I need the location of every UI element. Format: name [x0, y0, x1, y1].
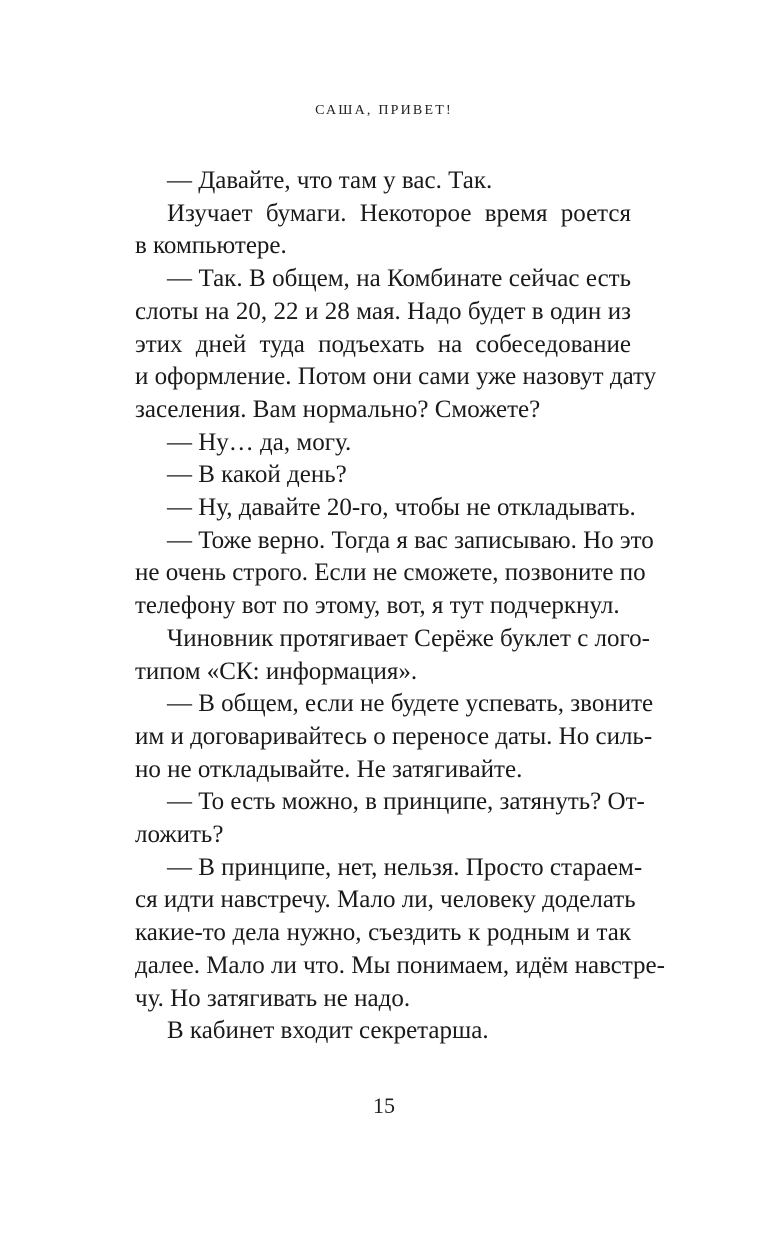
text-line: ложить? [135, 821, 224, 849]
text-line: какие-то дела нужно, съездить к родным и так [135, 919, 631, 947]
text-line: не очень строго. Если не сможете, позвоните по [135, 559, 646, 587]
text-line: и оформление. Потом они сами уже назовут дату [135, 363, 657, 391]
text-line: — В общем, если не будете успевать, звоните [167, 690, 654, 718]
paragraph [103, 688, 654, 786]
paragraph [103, 198, 631, 263]
text-line: — Давайте, что там у вас. Так. [167, 167, 493, 194]
page-number: 15 [373, 1093, 395, 1118]
text-line: чу. Но затягивать не надо. [135, 984, 411, 1012]
paragraph [103, 459, 631, 492]
paragraph [103, 263, 657, 427]
text-line: — Так. В общем, на Комбинате сейчас есть [167, 265, 631, 293]
text-line: В кабинет входит секретарша. [167, 1017, 489, 1045]
text-line: ся идти навстречу. Мало ли, человеку доделать [135, 886, 636, 914]
text-line: типом «СК: информация». [135, 657, 418, 685]
text-line: — Ну… да, могу. [167, 428, 352, 456]
paragraph [103, 786, 645, 851]
running-head: САША, ПРИВЕТ! [315, 103, 453, 118]
text-line: Изучает бумаги. Некоторое время роется [167, 199, 631, 227]
text-line: им и договаривайтесь о переносе даты. Но силь- [135, 722, 653, 750]
text-line: — В какой день? [167, 461, 347, 489]
body-text [103, 165, 665, 1048]
text-line: но не откладывайте. Не затягивайте. [135, 755, 523, 783]
text-line: телефону вот по этому, вот, я тут подчеркнул. [135, 592, 620, 620]
paragraph [103, 525, 654, 623]
paragraph [103, 852, 665, 1016]
text-line: — То есть можно, в принципе, затянуть? От- [167, 788, 645, 816]
paragraph [103, 492, 636, 525]
text-line: слоты на 20, 22 и 28 мая. Надо будет в один из [135, 297, 631, 325]
paragraph [103, 165, 631, 198]
text-line: далее. Мало ли что. Мы понимаем, идём навстре- [135, 951, 665, 979]
text-line: — Тоже верно. Тогда я вас записываю. Но это [167, 526, 654, 554]
text-line: этих дней туда подъехать на собеседование [135, 330, 631, 358]
text-line: — В принципе, нет, нельзя. Просто стараем- [167, 853, 643, 881]
paragraph [103, 623, 650, 688]
paragraph [103, 1015, 631, 1048]
text-line: заселения. Вам нормально? Сможете? [135, 395, 541, 423]
text-line: Чиновник протягивает Серёже буклет с лого- [167, 624, 650, 652]
text-line: в компьютере. [135, 232, 287, 260]
paragraph [103, 427, 631, 460]
text-line: — Ну, давайте 20-го, чтобы не откладывать. [167, 494, 636, 522]
